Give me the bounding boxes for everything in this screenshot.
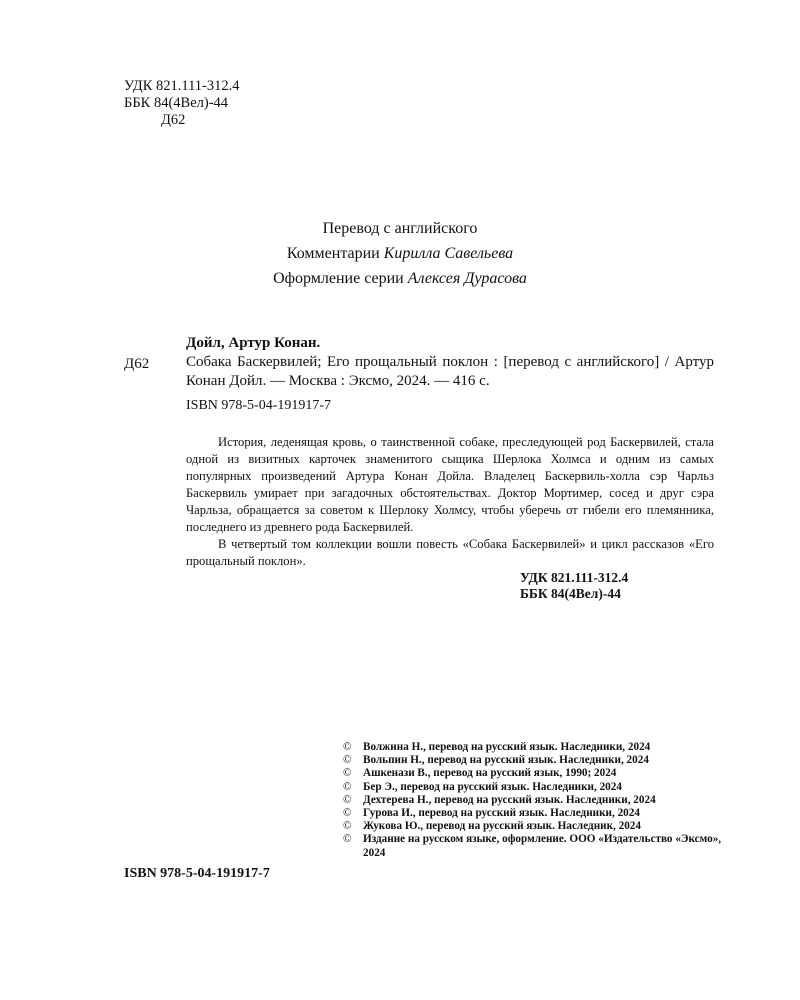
bbk-code-right: ББК 84(4Вел)-44 bbox=[520, 586, 621, 601]
author-mark: Д62 bbox=[161, 112, 186, 128]
commentary-credit bbox=[0, 245, 800, 263]
catalog-author: Дойл, Артур Конан. bbox=[186, 335, 321, 351]
copyright-line: © Ашкенази В., перевод на русский язык, 1990; 2024 bbox=[343, 767, 617, 780]
copyright-list bbox=[343, 741, 723, 860]
bbk-code: ББК 84(4Вел)-44 bbox=[124, 95, 229, 111]
copyright-line: © Издание на русском языке, оформление. ООО «Издательство «Эксмо», 2024 bbox=[343, 833, 722, 859]
classification-block-right bbox=[520, 570, 628, 602]
annotation-paragraph-2: В четвертый том коллекции вошли повесть «Собака Баскервилей» и цикл рассказов «Его прощальный поклон». bbox=[186, 537, 714, 568]
commentary-label: Комментарии bbox=[286, 245, 380, 262]
catalog-description: Собака Баскервилей; Его прощальный поклон : [перевод с английского] / Артур Конан Дойл. — Москва : Эксмо, 2024. — 416 с. bbox=[186, 354, 714, 389]
copyright-symbol: © bbox=[343, 833, 352, 846]
catalog-entry bbox=[186, 334, 714, 415]
copyright-symbol: © bbox=[343, 767, 352, 780]
classification-codes bbox=[124, 78, 240, 129]
series-design-credit bbox=[0, 270, 800, 288]
copyright-symbol: © bbox=[343, 820, 352, 833]
copyright-symbol: © bbox=[343, 807, 352, 820]
translation-credit: Перевод с английского bbox=[322, 220, 478, 237]
copyright-line: © Дехтерева Н., перевод на русский язык. Наследники, 2024 bbox=[343, 793, 656, 806]
copyright-symbol: © bbox=[343, 780, 352, 793]
copyright-line: © Бер Э., перевод на русский язык. Наследники, 2024 bbox=[343, 780, 622, 793]
commentary-name: Кирилла Савельева bbox=[383, 245, 514, 262]
copyright-symbol: © bbox=[343, 754, 352, 767]
annotation-paragraph-1: История, леденящая кровь, о таинственной собаке, преследующей род Баскервилей, стала одной из визитных карточек знаменитого сыщика Шерлока Холмса и одним из самых популярных произведений Артура Конан Дойла. Владелец Баскервиль-холла сэр Чарльз Баскервиль умирает при загадочных обстоятельствах. Доктор Мортимер, сосед и друг сэра Чарльза, обращается за советом к Шерлоку Холмсу, чтобы уберечь от гибели его племянника, последнего из древнего рода Баскервилей. bbox=[186, 435, 714, 534]
copyright-line: © Гурова И., перевод на русский язык. Наследники, 2024 bbox=[343, 807, 640, 820]
copyright-symbol: © bbox=[343, 793, 352, 806]
copyright-line: © Жукова Ю., перевод на русский язык. Наследник, 2024 bbox=[343, 820, 641, 833]
copyright-line: © Вольпин Н., перевод на русский язык. Наследники, 2024 bbox=[343, 754, 649, 767]
udk-code-right: УДК 821.111-312.4 bbox=[520, 570, 629, 585]
series-name: Алексея Дурасова bbox=[407, 270, 527, 287]
annotation bbox=[186, 434, 714, 570]
copyright-symbol: © bbox=[343, 741, 352, 753]
series-label: Оформление серии bbox=[273, 270, 404, 287]
catalog-author-mark: Д62 bbox=[124, 356, 150, 372]
udk-code: УДК 821.111-312.4 bbox=[124, 78, 240, 94]
copyright-line: © Волжина Н., перевод на русский язык. Наследники, 2024 bbox=[343, 741, 651, 753]
catalog-isbn: ISBN 978-5-04-191917-7 bbox=[186, 398, 332, 413]
isbn-bottom: ISBN 978-5-04-191917-7 bbox=[124, 866, 270, 881]
